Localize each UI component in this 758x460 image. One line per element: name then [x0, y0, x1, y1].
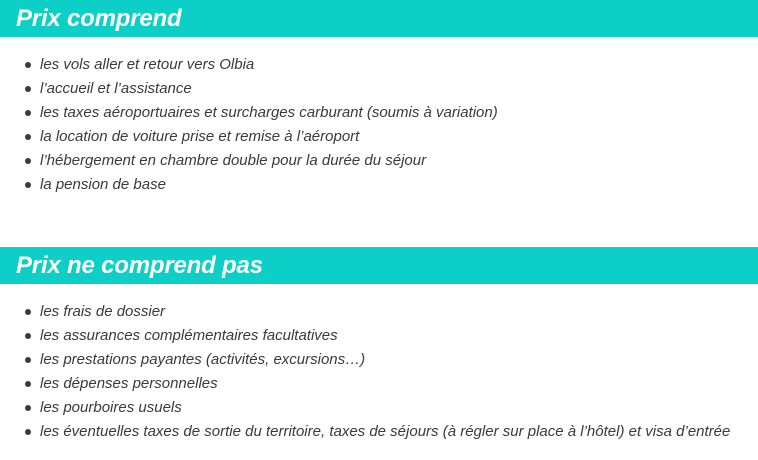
- price-includes-section: [0, 0, 758, 197]
- list-item-text: la pension de base: [40, 176, 166, 193]
- list-item-text: l’accueil et l’assistance: [40, 80, 192, 97]
- price-excludes-title: Prix ne comprend pas: [16, 251, 263, 279]
- list-item: [0, 125, 758, 149]
- bullet-dot-icon: [25, 381, 31, 387]
- list-item-text: les assurances complémentaires facultatives: [40, 327, 338, 344]
- list-item-text: les pourboires usuels: [40, 399, 182, 416]
- list-item: [0, 396, 758, 420]
- list-item: [0, 149, 758, 173]
- bullet-dot-icon: [25, 158, 31, 164]
- bullet-dot-icon: [25, 134, 31, 140]
- list-item: [0, 173, 758, 197]
- price-includes-list: [0, 37, 758, 197]
- list-item-text: les frais de dossier: [40, 303, 166, 320]
- bullet-dot-icon: [25, 309, 31, 315]
- bullet-dot-icon: [25, 86, 31, 92]
- bullet-dot-icon: [25, 429, 31, 435]
- list-item-text: les vols aller et retour vers Olbia: [40, 56, 255, 73]
- list-item-text: l’hébergement en chambre double pour la durée du séjour: [40, 152, 427, 169]
- list-item: [0, 348, 758, 372]
- price-excludes-header: [0, 247, 758, 284]
- list-item: [0, 372, 758, 396]
- bullet-dot-icon: [25, 182, 31, 188]
- bullet-dot-icon: [25, 333, 31, 339]
- list-item-text: les prestations payantes (activités, excursions…): [40, 351, 366, 368]
- bullet-dot-icon: [25, 110, 31, 116]
- list-item: [0, 101, 758, 125]
- price-includes-title: Prix comprend: [16, 4, 182, 32]
- list-item: [0, 77, 758, 101]
- price-excludes-list: [0, 284, 758, 444]
- list-item: [0, 300, 758, 324]
- price-includes-header: [0, 0, 758, 37]
- list-item: [0, 53, 758, 77]
- bullet-dot-icon: [25, 405, 31, 411]
- list-item: [0, 324, 758, 348]
- list-item-text: la location de voiture prise et remise à l’aéroport: [40, 128, 360, 145]
- list-item: [0, 420, 758, 444]
- list-item-text: les taxes aéroportuaires et surcharges carburant (soumis à variation): [40, 104, 498, 121]
- list-item-text: les éventuelles taxes de sortie du territoire, taxes de séjours (à régler sur place à l’hôtel) et visa d’entrée: [40, 423, 731, 440]
- bullet-dot-icon: [25, 62, 31, 68]
- bullet-dot-icon: [25, 357, 31, 363]
- list-item-text: les dépenses personnelles: [40, 375, 218, 392]
- price-excludes-section: [0, 247, 758, 444]
